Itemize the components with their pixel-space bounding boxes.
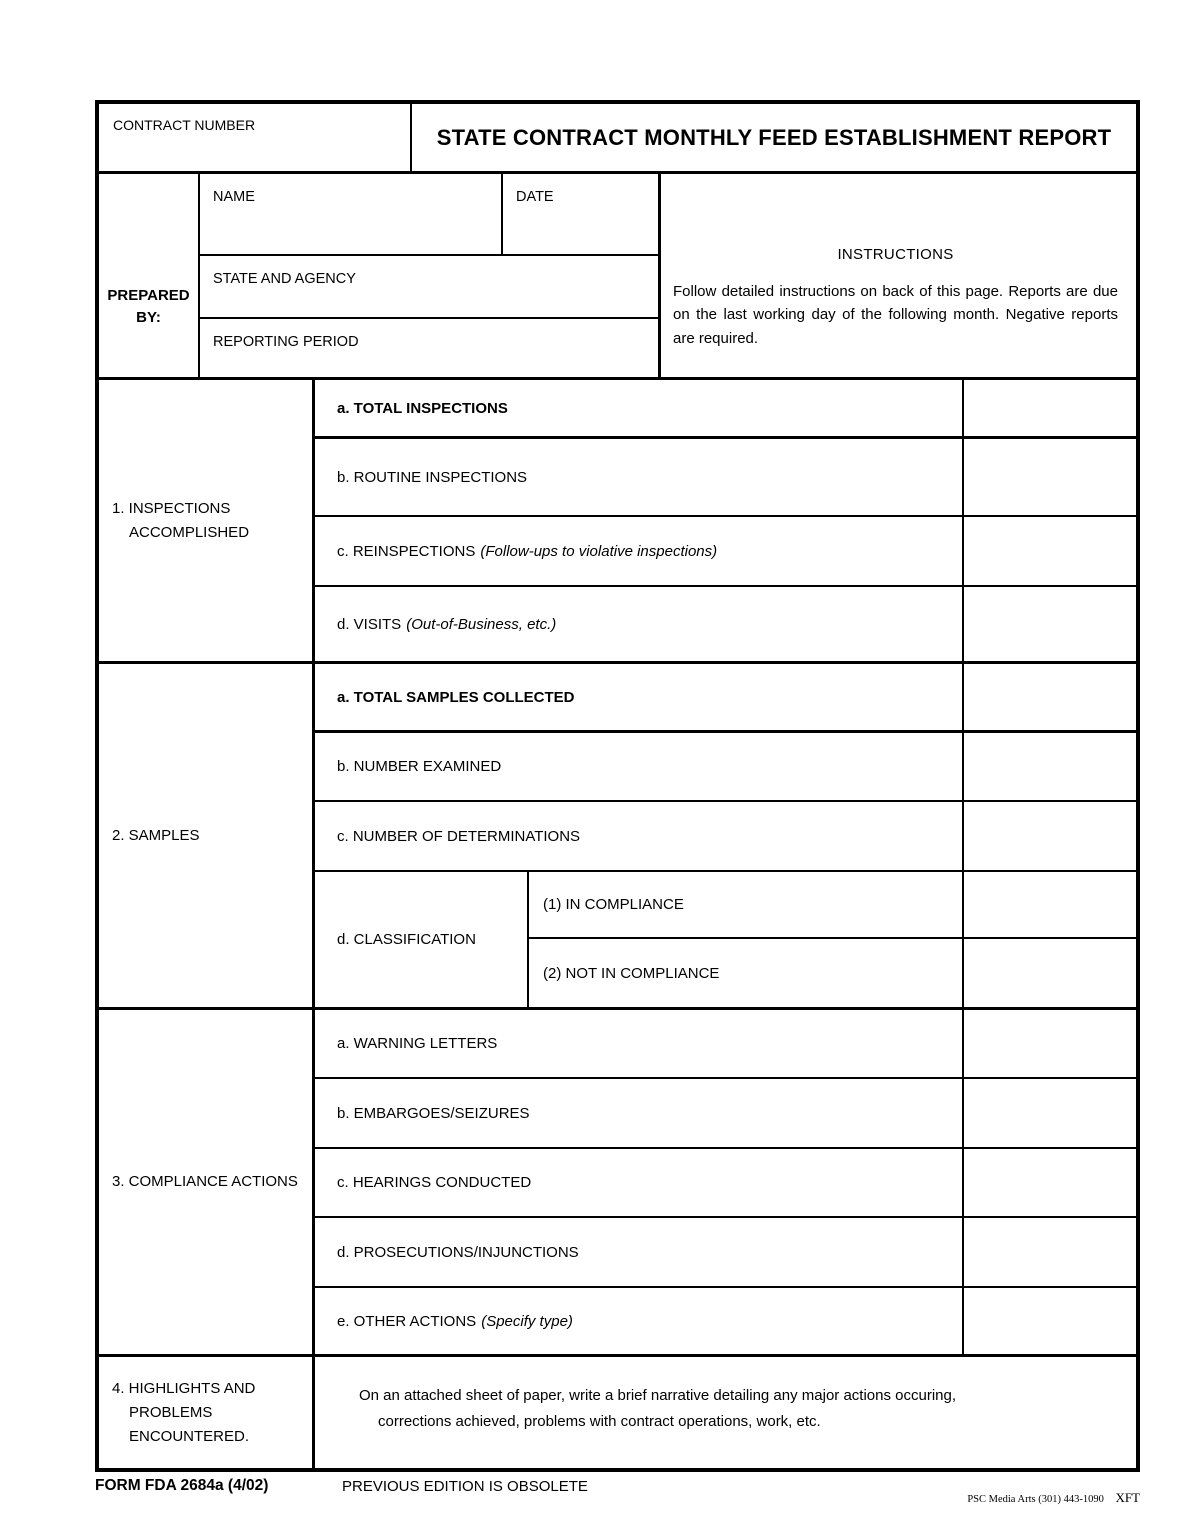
reporting-period-field[interactable]: [200, 319, 658, 377]
classification-label: d. CLASSIFICATION: [315, 872, 529, 1007]
row-label: [315, 1079, 962, 1147]
row-label-text: d. PROSECUTIONS/INJUNCTIONS: [337, 1243, 579, 1261]
section-samples-rows: [315, 664, 1136, 1007]
row-label: [315, 664, 962, 730]
prepared-by-label-line: PREPARED: [107, 286, 190, 304]
row-total-inspections: [315, 380, 1136, 439]
not-in-compliance-value-field[interactable]: [962, 939, 1136, 1007]
row-not-in-compliance: [529, 939, 1136, 1007]
section-inspections: [99, 380, 1136, 664]
total-samples-value-field[interactable]: [962, 664, 1136, 730]
row-label-text: d. VISITS: [337, 615, 402, 633]
row-label: [315, 802, 962, 870]
row-label: [315, 517, 962, 585]
row-label-text: c. HEARINGS CONDUCTED: [337, 1174, 532, 1191]
section-label-line: 3. COMPLIANCE ACTIONS: [112, 1173, 298, 1190]
row-routine-inspections: [315, 439, 1136, 517]
form-number: FORM FDA 2684a (4/02): [95, 1477, 269, 1494]
section-compliance-actions-rows: [315, 1010, 1136, 1354]
highlights-narrative-line: On an attached sheet of paper, write a brief narrative detailing any major actions occuring,: [359, 1387, 957, 1404]
row-label-text: b. NUMBER EXAMINED: [337, 758, 502, 775]
hearings-conducted-value-field[interactable]: [962, 1149, 1136, 1216]
reinspections-value-field[interactable]: [962, 517, 1136, 585]
prosecutions-injunctions-value-field[interactable]: [962, 1218, 1136, 1286]
row-number-examined: [315, 733, 1136, 802]
row-hearings-conducted: [315, 1149, 1136, 1218]
section-highlights-label: [99, 1357, 315, 1468]
highlights-narrative-cell: [315, 1357, 1136, 1468]
printer-credit-text: PSC Media Arts (301) 443-1090: [967, 1494, 1104, 1505]
row-label-text: (2) NOT IN COMPLIANCE: [543, 964, 720, 982]
instructions-body: Follow detailed instructions on back of this page. Reports are due on the last working day of the following month. Negative reports are required.: [673, 283, 1118, 347]
row-label: [529, 872, 962, 937]
contract-number-label: CONTRACT NUMBER: [113, 117, 256, 133]
warning-letters-value-field[interactable]: [962, 1010, 1136, 1077]
row-label-text: b. EMBARGOES/SEIZURES: [337, 1104, 530, 1122]
number-determinations-value-field[interactable]: [962, 802, 1136, 870]
row-number-determinations: [315, 802, 1136, 872]
date-field[interactable]: [503, 174, 658, 254]
section-compliance-actions-label: [99, 1010, 315, 1354]
section-inspections-label: [99, 380, 315, 661]
name-field[interactable]: [200, 174, 503, 254]
row-label: [315, 1149, 962, 1216]
form-title: STATE CONTRACT MONTHLY FEED ESTABLISHMENT REPORT: [436, 124, 1112, 150]
row-label-text: c. NUMBER OF DETERMINATIONS: [337, 827, 581, 845]
row-total-samples: [315, 664, 1136, 733]
instructions-heading: INSTRUCTIONS: [837, 246, 954, 263]
classification-sub-rows: [529, 872, 1136, 1007]
row-label-note: (Specify type): [481, 1312, 573, 1330]
row-label-note: (Out-of-Business, etc.): [406, 615, 557, 633]
row-classification: [315, 872, 1136, 1007]
routine-inspections-value-field[interactable]: [962, 439, 1136, 515]
row-label-text: a. WARNING LETTERS: [337, 1035, 498, 1052]
printer-credit: [967, 1490, 1140, 1506]
prepared-by-label: [99, 174, 200, 377]
in-compliance-value-field[interactable]: [962, 872, 1136, 937]
reporting-period-label: REPORTING PERIOD: [213, 334, 359, 350]
row-in-compliance: [529, 872, 1136, 939]
row-visits: [315, 587, 1136, 661]
embargoes-seizures-value-field[interactable]: [962, 1079, 1136, 1147]
prepared-by-band: [99, 174, 1136, 380]
state-agency-label: STATE AND AGENCY: [213, 271, 356, 287]
row-label-text: a. TOTAL INSPECTIONS: [337, 399, 508, 417]
prepared-by-fields: [200, 174, 661, 377]
row-label-text: (1) IN COMPLIANCE: [543, 896, 684, 913]
section-samples-label: [99, 664, 315, 1007]
visits-value-field[interactable]: [962, 587, 1136, 661]
section-compliance-actions: [99, 1010, 1136, 1357]
row-label-text: c. REINSPECTIONS: [337, 542, 476, 560]
row-label: [529, 939, 962, 1007]
report-form-table: [95, 100, 1140, 1472]
row-label-note: (Follow-ups to violative inspections): [480, 542, 718, 560]
instructions-cell: [661, 174, 1136, 377]
row-label: [315, 439, 962, 515]
row-label: [315, 1218, 962, 1286]
section-samples: [99, 664, 1136, 1010]
date-label: DATE: [516, 189, 554, 205]
other-actions-value-field[interactable]: [962, 1288, 1136, 1354]
edition-note: PREVIOUS EDITION IS OBSOLETE: [342, 1478, 588, 1495]
header-row: [99, 104, 1136, 174]
row-reinspections: [315, 517, 1136, 587]
section-label-line: 1. INSPECTIONS: [112, 499, 231, 517]
row-label: [315, 380, 962, 436]
name-label: NAME: [213, 189, 255, 205]
state-agency-field[interactable]: [200, 256, 658, 319]
row-label-text: a. TOTAL SAMPLES COLLECTED: [337, 688, 575, 706]
row-label-text: b. ROUTINE INSPECTIONS: [337, 468, 528, 486]
row-warning-letters: [315, 1010, 1136, 1079]
row-prosecutions-injunctions: [315, 1218, 1136, 1288]
section-highlights: [99, 1357, 1136, 1468]
section-inspections-rows: [315, 380, 1136, 661]
prepared-by-label-line: BY:: [136, 308, 161, 326]
highlights-narrative-line: corrections achieved, problems with contract operations, work, etc.: [378, 1412, 821, 1430]
contract-number-field[interactable]: [99, 104, 412, 171]
row-label: [315, 733, 962, 800]
row-label: [315, 587, 962, 661]
row-other-actions: [315, 1288, 1136, 1354]
name-date-row: [200, 174, 658, 256]
section-label-line: PROBLEMS: [129, 1403, 213, 1421]
section-label-line: 4. HIGHLIGHTS AND: [112, 1379, 256, 1397]
section-label-line: ACCOMPLISHED: [129, 523, 250, 541]
row-embargoes-seizures: [315, 1079, 1136, 1149]
section-label-line: ENCOUNTERED.: [129, 1427, 250, 1445]
row-label: [315, 1288, 962, 1354]
row-label: [315, 1010, 962, 1077]
row-label-text: e. OTHER ACTIONS: [337, 1312, 477, 1330]
printer-code: XFT: [1115, 1490, 1140, 1505]
number-examined-value-field[interactable]: [962, 733, 1136, 800]
total-inspections-value-field[interactable]: [962, 380, 1136, 436]
section-label-line: 2. SAMPLES: [112, 826, 200, 844]
